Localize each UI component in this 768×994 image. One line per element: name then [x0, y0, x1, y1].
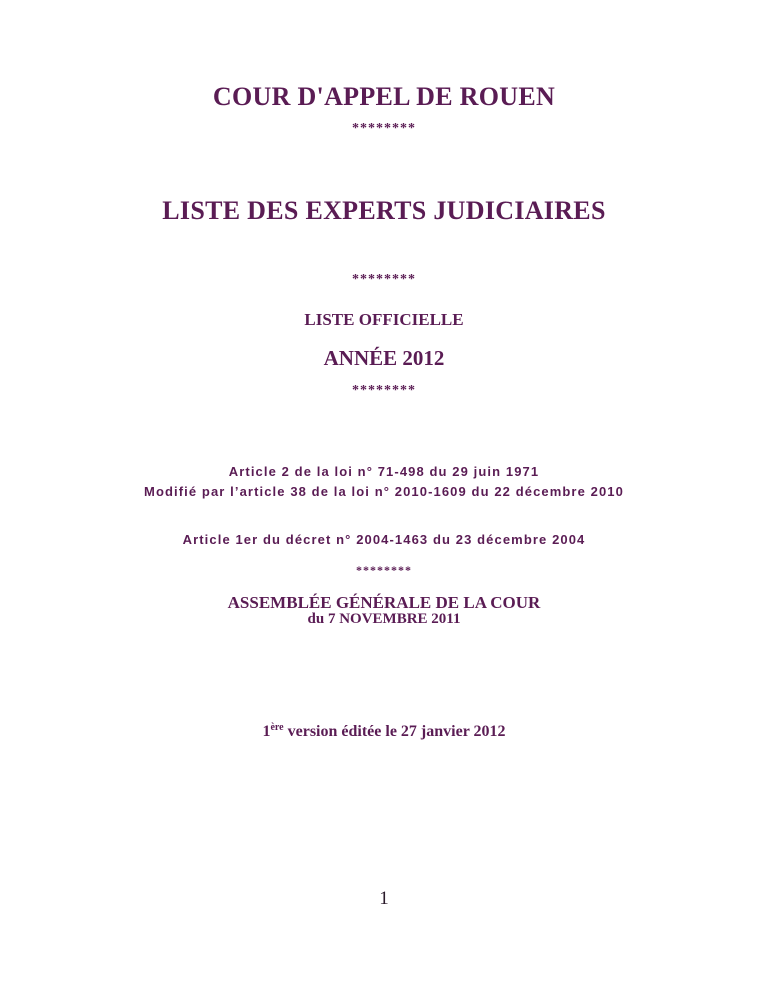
official-list-label: LISTE OFFICIELLE	[304, 310, 464, 329]
edition-number: 1	[262, 723, 271, 740]
separator-stars: ********	[352, 121, 416, 136]
separator-stars: ********	[352, 383, 416, 398]
court-title: COUR D'APPEL DE ROUEN	[212, 82, 556, 111]
edition-text: version éditée le 27 janvier 2012	[283, 723, 506, 740]
list-title: LISTE DES EXPERTS JUDICIAIRES	[162, 196, 606, 225]
article-law-reference: Article 2 de la loi n° 71-498 du 29 juin 1971	[228, 464, 540, 479]
separator-stars: ********	[352, 272, 416, 287]
year-heading: ANNÉE 2012	[323, 346, 445, 370]
assembly-title: ASSEMBLÉE GÉNÉRALE DE LA COUR	[227, 593, 541, 612]
assembly-date: du 7 NOVEMBRE 2011	[307, 611, 461, 627]
modification-reference: Modifié par l’article 38 de la loi n° 2010-1609 du 22 décembre 2010	[144, 484, 624, 499]
edition-line	[0, 722, 768, 741]
page-number: 1	[379, 888, 389, 909]
edition-ordinal-suffix: ère	[270, 722, 284, 733]
separator-stars: ********	[356, 563, 412, 577]
decree-reference: Article 1er du décret n° 2004-1463 du 23 décembre 2004	[182, 532, 586, 547]
